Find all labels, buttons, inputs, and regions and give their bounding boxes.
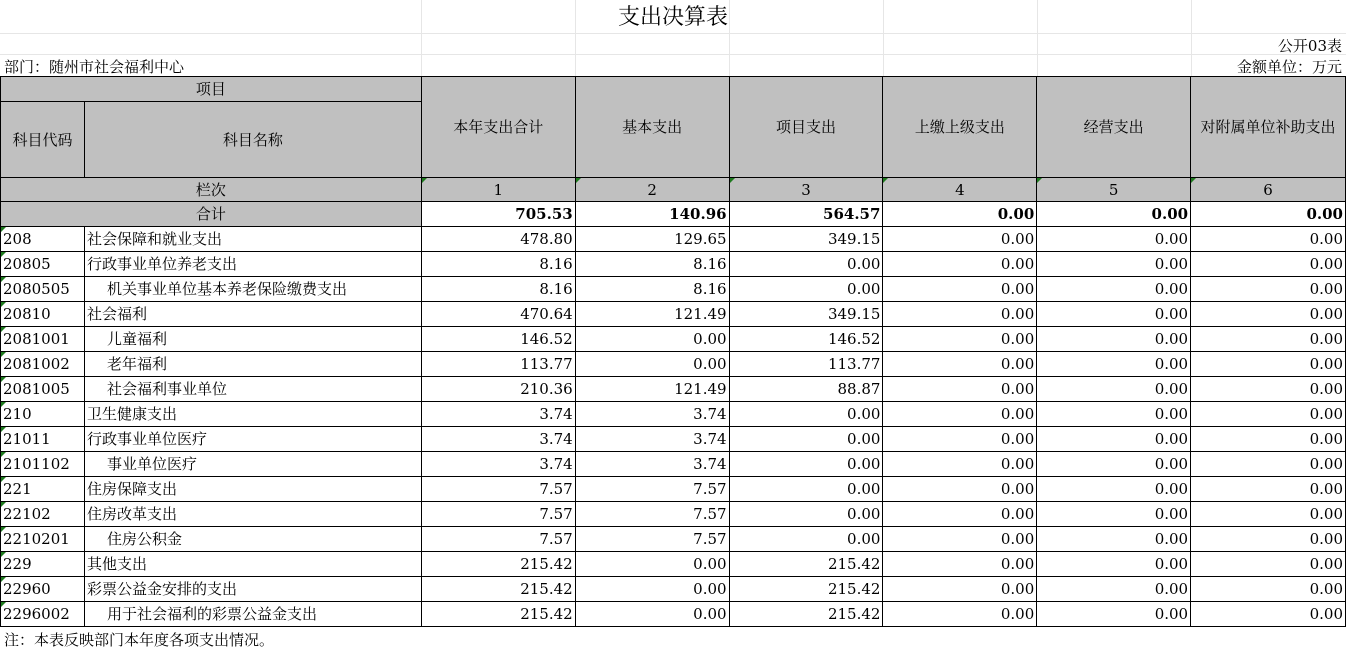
amount-cell: 0.00 [883, 352, 1037, 377]
subject-name: 社会福利 [84, 302, 421, 327]
subject-code: 2081002 [1, 352, 85, 377]
amount-cell: 8.16 [421, 277, 575, 302]
amount-cell: 0.00 [729, 452, 883, 477]
amount-cell: 146.52 [421, 327, 575, 352]
amount-cell: 0.00 [883, 427, 1037, 452]
subject-code: 2081005 [1, 377, 85, 402]
amount-cell: 0.00 [883, 402, 1037, 427]
amount-cell: 7.57 [575, 502, 729, 527]
amount-cell: 0.00 [883, 302, 1037, 327]
amount-cell: 7.57 [421, 502, 575, 527]
subject-name: 住房保障支出 [84, 477, 421, 502]
amount-cell: 0.00 [883, 277, 1037, 302]
total-value: 0.00 [1037, 202, 1191, 227]
amount-cell: 478.80 [421, 227, 575, 252]
subject-name: 机关事业单位基本养老保险缴费支出 [84, 277, 421, 302]
amount-cell: 0.00 [729, 402, 883, 427]
amount-cell: 0.00 [883, 527, 1037, 552]
seq-number: 5 [1108, 180, 1119, 199]
subject-name: 社会福利事业单位 [84, 377, 421, 402]
amount-cell: 0.00 [1037, 327, 1191, 352]
seq-number: 6 [1263, 180, 1273, 199]
amount-cell: 0.00 [1037, 302, 1191, 327]
amount-cell: 88.87 [729, 377, 883, 402]
subject-name: 住房公积金 [84, 527, 421, 552]
seq-number: 2 [647, 180, 657, 199]
header-col-2: 基本支出 [575, 77, 729, 178]
amount-cell: 0.00 [1191, 402, 1346, 427]
amount-cell: 0.00 [1191, 252, 1346, 277]
amount-cell: 7.57 [575, 477, 729, 502]
amount-cell: 8.16 [575, 277, 729, 302]
amount-cell: 0.00 [1037, 277, 1191, 302]
subject-name: 行政事业单位医疗 [84, 427, 421, 452]
amount-cell: 0.00 [883, 477, 1037, 502]
header-col-3: 项目支出 [729, 77, 883, 178]
table-row [1, 502, 1346, 527]
amount-cell: 0.00 [1191, 427, 1346, 452]
amount-cell: 0.00 [1191, 227, 1346, 252]
amount-cell: 215.42 [421, 577, 575, 602]
amount-cell: 0.00 [1037, 252, 1191, 277]
form-number: 公开03表 [1277, 37, 1342, 55]
amount-cell: 0.00 [729, 527, 883, 552]
header-item: 项目 [1, 77, 422, 102]
table-row [1, 352, 1346, 377]
amount-cell: 0.00 [1037, 602, 1191, 627]
amount-cell: 0.00 [1037, 452, 1191, 477]
amount-cell: 121.49 [575, 302, 729, 327]
subject-name: 老年福利 [84, 352, 421, 377]
table-row [1, 427, 1346, 452]
amount-cell: 3.74 [575, 427, 729, 452]
amount-cell: 0.00 [1037, 227, 1191, 252]
amount-cell: 7.57 [575, 527, 729, 552]
amount-cell: 3.74 [421, 402, 575, 427]
amount-cell: 0.00 [883, 252, 1037, 277]
subject-code: 20810 [1, 302, 85, 327]
footer-note: 注：本表反映部门本年度各项支出情况。 [4, 631, 275, 649]
amount-cell: 0.00 [729, 277, 883, 302]
amount-cell: 0.00 [883, 377, 1037, 402]
amount-cell: 0.00 [1191, 302, 1346, 327]
amount-cell: 0.00 [1191, 527, 1346, 552]
amount-cell: 113.77 [729, 352, 883, 377]
amount-cell: 0.00 [1191, 277, 1346, 302]
amount-cell: 0.00 [1191, 377, 1346, 402]
amount-cell: 215.42 [729, 602, 883, 627]
subject-code: 229 [1, 552, 85, 577]
amount-cell: 215.42 [729, 577, 883, 602]
seq-label: 栏次 [1, 178, 422, 202]
amount-cell: 3.74 [575, 452, 729, 477]
amount-cell: 470.64 [421, 302, 575, 327]
header-col-4: 上缴上级支出 [883, 77, 1037, 178]
amount-cell: 349.15 [729, 227, 883, 252]
subject-name: 儿童福利 [84, 327, 421, 352]
amount-cell: 113.77 [421, 352, 575, 377]
amount-cell: 0.00 [1191, 452, 1346, 477]
amount-cell: 349.15 [729, 302, 883, 327]
amount-cell: 3.74 [575, 402, 729, 427]
total-value: 0.00 [1191, 202, 1346, 227]
amount-cell: 0.00 [729, 427, 883, 452]
amount-cell: 0.00 [1037, 377, 1191, 402]
amount-cell: 0.00 [1191, 477, 1346, 502]
amount-cell: 0.00 [883, 502, 1037, 527]
amount-cell: 0.00 [729, 477, 883, 502]
subject-name: 住房改革支出 [84, 502, 421, 527]
subject-code: 22102 [1, 502, 85, 527]
amount-cell: 0.00 [883, 327, 1037, 352]
subject-code: 2101102 [1, 452, 85, 477]
gridline [0, 33, 1346, 34]
subject-name: 用于社会福利的彩票公益金支出 [84, 602, 421, 627]
amount-cell: 0.00 [575, 602, 729, 627]
gridline [0, 54, 1346, 55]
amount-cell: 0.00 [1191, 327, 1346, 352]
amount-cell: 215.42 [421, 602, 575, 627]
table-row [1, 552, 1346, 577]
header-code: 科目代码 [1, 102, 85, 178]
header-col-5: 经营支出 [1037, 77, 1191, 178]
expenditure-table [0, 76, 1346, 627]
table-row [1, 227, 1346, 252]
amount-cell: 0.00 [1191, 602, 1346, 627]
amount-cell: 0.00 [1191, 502, 1346, 527]
table-row [1, 402, 1346, 427]
amount-cell: 0.00 [729, 502, 883, 527]
subject-name: 行政事业单位养老支出 [84, 252, 421, 277]
subject-name: 卫生健康支出 [84, 402, 421, 427]
header-name: 科目名称 [84, 102, 421, 178]
subject-code: 20805 [1, 252, 85, 277]
amount-cell: 215.42 [421, 552, 575, 577]
subject-code: 2296002 [1, 602, 85, 627]
header-col-6: 对附属单位补助支出 [1191, 77, 1346, 178]
total-value: 705.53 [421, 202, 575, 227]
seq-number: 4 [955, 180, 965, 199]
seq-number: 3 [801, 180, 811, 199]
amount-cell: 0.00 [1191, 577, 1346, 602]
table-row [1, 452, 1346, 477]
table-row [1, 252, 1346, 277]
amount-cell: 0.00 [1037, 527, 1191, 552]
table-row [1, 577, 1346, 602]
table-row [1, 277, 1346, 302]
page-title: 支出决算表 [617, 5, 728, 30]
table-row [1, 527, 1346, 552]
subject-code: 22960 [1, 577, 85, 602]
amount-cell: 0.00 [883, 227, 1037, 252]
table-row [1, 302, 1346, 327]
amount-cell: 0.00 [575, 327, 729, 352]
amount-cell: 129.65 [575, 227, 729, 252]
amount-cell: 0.00 [575, 552, 729, 577]
subject-code: 210 [1, 402, 85, 427]
amount-cell: 0.00 [1037, 552, 1191, 577]
amount-cell: 3.74 [421, 452, 575, 477]
amount-cell: 0.00 [575, 352, 729, 377]
amount-cell: 7.57 [421, 477, 575, 502]
amount-cell: 146.52 [729, 327, 883, 352]
subject-code: 21011 [1, 427, 85, 452]
amount-cell: 0.00 [883, 452, 1037, 477]
subject-code: 208 [1, 227, 85, 252]
total-label: 合计 [1, 202, 422, 227]
subject-code: 2080505 [1, 277, 85, 302]
subject-code: 221 [1, 477, 85, 502]
amount-cell: 0.00 [575, 577, 729, 602]
department-label: 部门：随州市社会福利中心 [4, 58, 185, 76]
amount-cell: 8.16 [575, 252, 729, 277]
amount-cell: 0.00 [883, 552, 1037, 577]
amount-cell: 0.00 [1037, 402, 1191, 427]
amount-cell: 8.16 [421, 252, 575, 277]
table-row [1, 477, 1346, 502]
total-value: 564.57 [729, 202, 883, 227]
total-value: 140.96 [575, 202, 729, 227]
amount-cell: 0.00 [1037, 502, 1191, 527]
amount-cell: 0.00 [1037, 577, 1191, 602]
total-value: 0.00 [883, 202, 1037, 227]
amount-cell: 0.00 [1191, 552, 1346, 577]
amount-cell: 0.00 [883, 577, 1037, 602]
amount-cell: 7.57 [421, 527, 575, 552]
amount-cell: 121.49 [575, 377, 729, 402]
amount-cell: 0.00 [1191, 352, 1346, 377]
unit-label: 金额单位：万元 [1236, 58, 1342, 76]
subject-name: 事业单位医疗 [84, 452, 421, 477]
subject-code: 2210201 [1, 527, 85, 552]
amount-cell: 0.00 [729, 252, 883, 277]
subject-name: 其他支出 [84, 552, 421, 577]
amount-cell: 210.36 [421, 377, 575, 402]
table-row [1, 327, 1346, 352]
subject-name: 社会保障和就业支出 [84, 227, 421, 252]
subject-code: 2081001 [1, 327, 85, 352]
amount-cell: 0.00 [1037, 352, 1191, 377]
amount-cell: 0.00 [1037, 477, 1191, 502]
amount-cell: 3.74 [421, 427, 575, 452]
header-col-1: 本年支出合计 [421, 77, 575, 178]
amount-cell: 0.00 [883, 602, 1037, 627]
seq-number: 1 [493, 180, 504, 199]
subject-name: 彩票公益金安排的支出 [84, 577, 421, 602]
table-row [1, 377, 1346, 402]
amount-cell: 215.42 [729, 552, 883, 577]
amount-cell: 0.00 [1037, 427, 1191, 452]
table-row [1, 602, 1346, 627]
